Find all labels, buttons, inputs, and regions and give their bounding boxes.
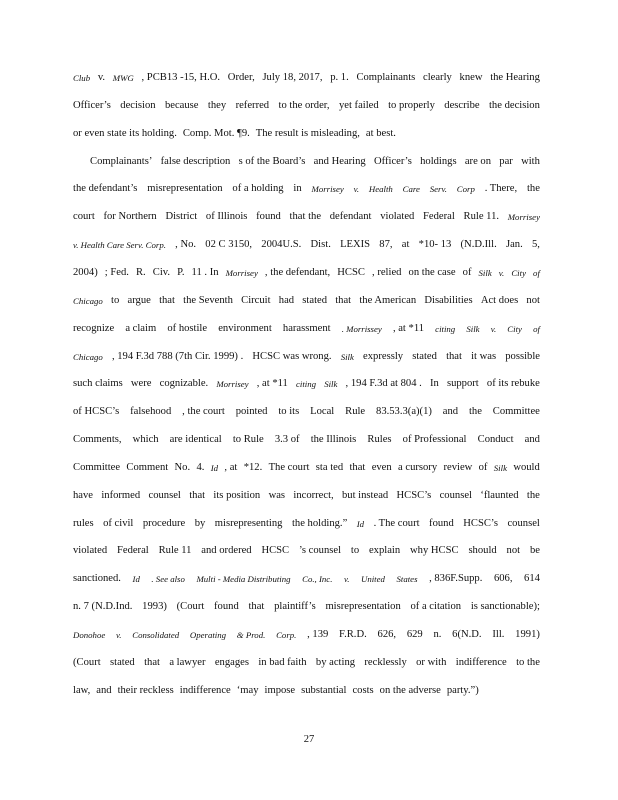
text-line (73, 600, 540, 614)
citation-italic: & Prod. (236, 630, 266, 640)
citation-italic: Consolidated (132, 630, 180, 640)
citation-italic: v. Health Care Serv. Corp. (73, 240, 166, 251)
text-run: Committee (492, 406, 540, 418)
text-run: R. (135, 266, 146, 278)
text-line (73, 210, 540, 224)
text-run: 629 (406, 629, 423, 640)
text-run: of (478, 461, 488, 473)
citation-italic: City (511, 267, 526, 278)
text-run: , 836F.Supp. (429, 573, 483, 585)
text-run: cognizable. (159, 378, 209, 390)
text-line (73, 350, 540, 364)
text-run: *12. (243, 461, 263, 473)
text-run: pointed (235, 406, 268, 418)
citation-italic: v. (116, 630, 122, 640)
text-run: indifference (179, 684, 231, 696)
text-run: Comp. Mot. ¶9. (182, 127, 250, 139)
text-run: impose (264, 684, 296, 696)
text-run: ; Fed. (104, 266, 129, 278)
text-run: , No. (175, 239, 197, 251)
text-run: (Court (176, 601, 205, 613)
text-run: by (194, 517, 206, 529)
text-run: Federal (423, 211, 455, 223)
text-run: Rule (345, 406, 366, 418)
text-run: Committee (73, 461, 121, 473)
text-run: . There, (484, 183, 518, 195)
text-run: 83.53.3(a)(1) (376, 406, 432, 418)
text-run: were (130, 378, 152, 390)
text-run: sta ted (315, 461, 344, 473)
text-run: Rule 11. (463, 211, 500, 223)
text-run: found (256, 211, 281, 223)
citation-italic: Chicago (73, 295, 103, 306)
text-run: Order, (227, 72, 255, 83)
text-run: to properly (388, 99, 435, 111)
text-run: misrepresenting (214, 517, 283, 529)
citation-italic: MWG (112, 73, 134, 83)
citation-italic: of (533, 323, 540, 334)
text-run: 614 (524, 573, 540, 585)
text-line (73, 266, 540, 280)
text-run: their reckless (117, 684, 174, 696)
citation-italic: Serv. (429, 184, 447, 195)
text-run: 1993) (142, 601, 167, 613)
text-run: expressly (363, 350, 404, 362)
text-run: was (268, 489, 286, 501)
text-run: Ill. (492, 629, 505, 640)
text-run: falsehood (130, 406, 172, 418)
text-run: 1991) (515, 629, 540, 640)
text-line (73, 238, 540, 252)
text-run: and Hearing (313, 155, 366, 167)
text-run: a claim (125, 322, 157, 334)
text-run: the (526, 489, 540, 501)
text-run: knew (459, 72, 483, 83)
text-run: In (429, 378, 439, 390)
text-run: decision (120, 99, 156, 111)
text-run: by acting (315, 656, 356, 668)
text-run: , 194 F.3d at 804 . (345, 378, 422, 390)
citation-italic: Morrisey (311, 184, 344, 195)
text-run: would (513, 461, 540, 473)
text-run: , at *11 (256, 378, 288, 390)
citation-italic: Id (356, 518, 365, 529)
text-run: found (214, 601, 239, 613)
text-run: that (189, 489, 206, 501)
text-line (73, 684, 540, 698)
citation-italic: Morrisey (216, 379, 249, 390)
text-run: HCSC’s (396, 489, 432, 501)
text-run: LEXIS (340, 239, 371, 251)
text-run: referred (235, 99, 270, 111)
text-run: of Illinois (205, 211, 248, 223)
citation-italic: Multi - Media Distributing (196, 574, 291, 585)
text-run: of (462, 266, 472, 278)
text-run: in bad faith (258, 656, 307, 668)
text-run: because (164, 99, 199, 111)
citation-italic: v. (343, 574, 350, 585)
text-run: v. (97, 72, 106, 83)
text-run: the American (359, 294, 417, 306)
text-run: misrepresentation (325, 601, 401, 613)
text-run: 87, (379, 239, 393, 251)
text-run: why HCSC (410, 545, 459, 557)
text-run: plaintiff’s (274, 601, 316, 613)
text-run: , 194 F.3d 788 (7th Cir. 1999) . (111, 350, 244, 362)
text-run: to (111, 294, 120, 306)
text-run: *10- 13 (418, 239, 452, 251)
text-run: of civil (103, 517, 134, 529)
text-line (73, 405, 540, 419)
text-run: 2004U.S. (261, 239, 302, 251)
text-run: Officer’s (73, 99, 111, 111)
text-line (73, 294, 540, 308)
text-run: 6(N.D. (452, 629, 482, 640)
text-run: the Seventh (183, 294, 233, 306)
text-run: that (335, 294, 352, 306)
text-line (73, 628, 540, 642)
text-run: HCSC was wrong. (252, 350, 332, 362)
text-line (73, 433, 540, 447)
text-run: for Northern (103, 211, 157, 223)
text-run: Disabilities (424, 294, 473, 306)
text-run: review (443, 461, 473, 473)
text-run: costs (352, 684, 374, 696)
text-run: not (526, 294, 540, 306)
text-run: HCSC’s (463, 517, 498, 529)
citation-italic: Donohoe (73, 630, 106, 640)
text-run: possible (505, 350, 540, 362)
text-run: that the (289, 211, 322, 223)
text-run: counsel (148, 489, 181, 501)
text-run: misrepresentation (147, 183, 223, 195)
citation-italic: Health (368, 184, 393, 195)
text-run: should (468, 545, 497, 557)
text-run: recognize (73, 322, 115, 334)
text-run: District (165, 211, 198, 223)
text-run: counsel (507, 517, 540, 529)
text-run: substantial (301, 684, 347, 696)
text-run: a cursory (398, 461, 438, 473)
text-run: The result is misleading, (255, 127, 360, 139)
text-run: the Hearing (490, 72, 540, 83)
citation-italic: Corp. (276, 630, 297, 640)
citation-italic: States (396, 574, 418, 585)
text-run: s of the Board’s (238, 155, 306, 167)
text-run: recklessly (364, 656, 407, 668)
text-run: have (73, 489, 93, 501)
citation-italic: Club (73, 73, 91, 83)
text-run: Act does (480, 294, 519, 306)
text-run: ‘may (236, 684, 259, 696)
text-run: 606, (493, 573, 513, 585)
text-run: explain (368, 545, 401, 557)
text-line (73, 322, 540, 336)
text-run: and (96, 684, 112, 696)
text-run: and (442, 406, 459, 418)
text-run: harassment (282, 322, 331, 334)
text-run: P. (177, 266, 185, 278)
text-run: that (248, 601, 265, 613)
text-run: at best. (365, 127, 396, 139)
citation-italic: citing (295, 379, 317, 390)
text-run: false description (160, 155, 231, 167)
text-line (73, 572, 540, 586)
text-run: the (526, 183, 540, 195)
text-run: , 139 (307, 629, 329, 640)
text-run: support (446, 378, 479, 390)
text-run: July 18, 2017, (262, 72, 323, 83)
text-run: that (446, 350, 462, 362)
citation-italic: Silk (478, 267, 492, 278)
citation-italic: . See also (151, 574, 185, 585)
text-run: informed (101, 489, 141, 501)
citation-italic: Silk (324, 379, 338, 390)
text-run: the Illinois (310, 434, 357, 446)
text-run: Dist. (310, 239, 331, 251)
text-run: 5, (531, 239, 540, 251)
text-run: with (521, 155, 540, 167)
text-run: (Court (73, 656, 101, 668)
text-run: had (278, 294, 295, 306)
citation-italic: Operating (189, 630, 227, 640)
citation-italic: Care (402, 184, 420, 195)
text-run: Jan. (505, 239, 523, 251)
text-run: Officer’s (373, 155, 412, 167)
text-run: 3.3 of (274, 434, 300, 446)
text-run: , PCB13 -15, H.O. (141, 72, 221, 83)
page-number: 27 (303, 734, 315, 745)
text-run: that (144, 656, 160, 668)
text-run: n. (433, 629, 442, 640)
text-run: that (159, 294, 175, 306)
text-run: to the (516, 656, 540, 668)
text-run: which (132, 434, 159, 446)
citation-italic: Silk (340, 351, 354, 362)
text-line (73, 71, 540, 85)
text-run: Complainants (356, 72, 416, 83)
text-run: ‘flaunted (480, 489, 519, 501)
text-run: of hostile (167, 322, 208, 334)
text-run: of Professional (402, 434, 467, 446)
text-run: party.”) (446, 684, 479, 696)
text-run: HCSC (337, 266, 365, 278)
text-run: on the adverse (379, 684, 441, 696)
text-run: not (506, 545, 521, 557)
text-run: Conduct (477, 434, 514, 446)
text-run: Circuit (241, 294, 271, 306)
text-run: even (371, 461, 392, 473)
text-run: p. 1. (330, 72, 349, 83)
citation-italic: . Morrissey (341, 323, 382, 334)
text-run: sanctioned. (73, 573, 121, 585)
text-line (90, 155, 540, 169)
text-run: found (429, 517, 454, 529)
citation-italic: v. (498, 267, 505, 278)
text-run: and ordered (201, 545, 252, 557)
text-run: environment (218, 322, 272, 334)
text-run: or with (416, 656, 447, 668)
text-line (73, 182, 540, 196)
text-run: , the defendant, (264, 266, 331, 278)
text-run: the holding.” (291, 517, 348, 529)
text-run: counsel (439, 489, 472, 501)
text-run: they (207, 99, 227, 111)
citation-italic: United (360, 574, 385, 585)
text-run: in (293, 183, 302, 195)
text-run: to the order, (278, 99, 330, 111)
text-run: stated (110, 656, 135, 668)
text-run: 626, (377, 629, 397, 640)
text-run: procedure (142, 517, 186, 529)
text-line (73, 517, 540, 531)
text-run: , at *11 (392, 322, 425, 334)
citation-italic: v. (490, 323, 497, 334)
text-run: Federal (116, 545, 149, 557)
text-run: to (350, 545, 360, 557)
text-run: stated (302, 294, 328, 306)
text-run: its position (213, 489, 261, 501)
citation-italic: Morrisey (507, 212, 540, 223)
text-run: court (73, 211, 95, 223)
text-run: it was (471, 350, 497, 362)
text-run: argue (127, 294, 151, 306)
text-run: of a holding (232, 183, 284, 195)
text-run: stated (412, 350, 437, 362)
text-run: HCSC (261, 545, 290, 557)
text-run: are on (464, 155, 492, 167)
text-line (73, 461, 540, 475)
text-run: a lawyer (169, 656, 206, 668)
text-run: 11 . In (191, 266, 219, 278)
text-run: of its rebuke (486, 378, 540, 390)
text-run: at (401, 239, 410, 251)
citation-italic: of (533, 267, 540, 278)
text-run: F.R.D. (339, 629, 367, 640)
text-line (73, 377, 540, 391)
text-run: Comment (126, 461, 169, 473)
citation-italic: Silk (493, 462, 507, 473)
text-run: defendant (329, 211, 372, 223)
citation-italic: City (507, 323, 522, 334)
text-run: engages (214, 656, 249, 668)
citation-italic: Id (132, 574, 140, 585)
text-run: . The court (373, 517, 420, 529)
text-run: 02 C 3150, (205, 239, 253, 251)
text-run: describe (444, 99, 480, 111)
text-run: to its (278, 406, 300, 418)
citation-italic: Morrisey (225, 267, 258, 278)
text-run: and (524, 434, 540, 446)
text-run: 4. (196, 461, 205, 473)
text-run: of HCSC’s (73, 406, 120, 418)
text-run: the decision (488, 99, 540, 111)
text-run: on the case (408, 266, 456, 278)
text-run: violated (73, 545, 108, 557)
text-run: Local (310, 406, 335, 418)
text-run: clearly (423, 72, 452, 83)
text-run: holdings (420, 155, 457, 167)
text-run: Complainants’ (90, 155, 153, 167)
text-run: Rule 11 (158, 545, 192, 557)
text-run: No. (174, 461, 191, 473)
text-run: be (529, 545, 540, 557)
text-run: law, (73, 684, 91, 696)
text-line (73, 127, 540, 141)
citation-italic: Corp (456, 184, 475, 195)
text-line (73, 544, 540, 558)
text-line (73, 656, 540, 670)
text-run: violated (380, 211, 415, 223)
text-run: Rules (367, 434, 392, 446)
text-run: ’s counsel (298, 545, 342, 557)
text-run: par (499, 155, 513, 167)
text-run: of a citation (410, 601, 462, 613)
text-run: n. 7 (N.D.Ind. (73, 601, 133, 613)
text-run: , at (224, 461, 238, 473)
text-run: are identical (169, 434, 222, 446)
text-run: yet failed (338, 99, 379, 111)
citation-italic: Chicago (73, 351, 103, 362)
citation-italic: Id (210, 462, 219, 473)
text-line (73, 99, 540, 113)
text-run: such claims (73, 378, 123, 390)
citation-italic: Co., Inc. (302, 574, 333, 585)
text-run: , the court (182, 406, 225, 418)
text-run: (N.D.Ill. (460, 239, 497, 251)
text-run: is sanctionable); (470, 601, 540, 613)
citation-italic: v. (353, 184, 360, 195)
text-run: rules (73, 517, 94, 529)
text-run: Comments, (73, 434, 122, 446)
text-run: the (468, 406, 482, 418)
text-run: incorrect, (293, 489, 334, 501)
citation-italic: Silk (466, 323, 480, 334)
text-run: that (349, 461, 366, 473)
text-run: , relied (372, 266, 402, 278)
citation-italic: citing (435, 323, 456, 334)
text-run: or even state its holding. (73, 127, 177, 139)
text-run: the defendant’s (73, 183, 138, 195)
text-run: Civ. (152, 266, 171, 278)
text-run: indifference (455, 656, 507, 668)
text-run: to Rule (232, 434, 264, 446)
text-run: but instead (342, 489, 389, 501)
text-run: The court (268, 461, 310, 473)
text-line (73, 489, 540, 503)
text-run: 2004) (73, 266, 98, 278)
